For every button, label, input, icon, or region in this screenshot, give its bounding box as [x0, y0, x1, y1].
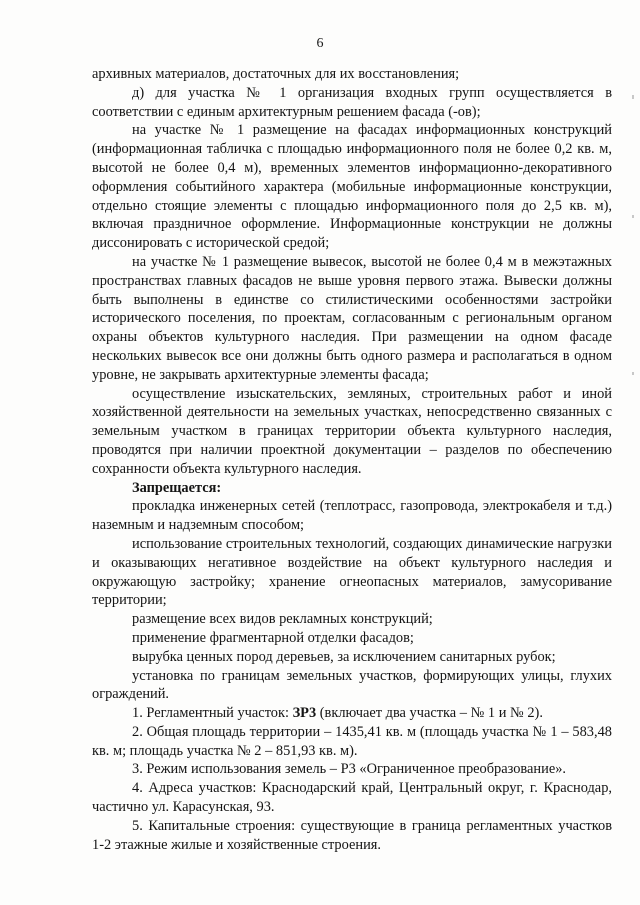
paragraph-archive: архивных материалов, достаточных для их восстановления; [92, 66, 460, 82]
numbered-item-2: 2. Общая площадь территории – 1435,41 кв. м (площадь участка № 1 – 583,48 кв. м; площадь участка № 2 – 851,93 кв. м). [92, 723, 612, 759]
numbered-item-1 [92, 704, 612, 723]
paragraph-entrance-groups: д) для участка № 1 организация входных групп осуществляется в соответствии с единым архитектурным решением фасада (-ов); [92, 84, 612, 120]
prohibited-item: прокладка инженерных сетей (теплотрасс, газопровода, электрокабеля и т.д.) наземным и надземным способом; [92, 498, 612, 534]
zone-code: ЗР3 [292, 705, 317, 722]
page-number: 6 [316, 36, 324, 51]
numbered-item-1-suffix: (включает два участка – № 1 и № 2). [316, 705, 543, 722]
document-body [92, 65, 612, 854]
prohibited-item: применение фрагментарной отделки фасадов; [132, 629, 414, 646]
scan-artifact [632, 372, 634, 375]
numbered-item-3: 3. Режим использования земель – Р3 «Ограниченное преобразование». [132, 761, 566, 778]
prohibited-heading: Запрещается: [132, 479, 222, 496]
scan-artifact [632, 215, 634, 218]
numbered-item-1-prefix: 1. Регламентный участок: [132, 705, 293, 722]
prohibited-item: установка по границам земельных участков, формирующих улицы, глухих ограждений. [92, 667, 612, 703]
prohibited-item: размещение всех видов рекламных конструкций; [132, 611, 433, 628]
prohibited-item: использование строительных технологий, создающих динамические нагрузки и оказывающих негативное воздействие на объект культурного наследия и окружающую застройку; хранение огнеопасных материалов, замусоривание территории; [92, 535, 612, 609]
paragraph-survey-works: осуществление изыскательских, земляных, строительных работ и иной хозяйственной деятельности на земельных участках, непосредственно связанных с земельным участком в границах территории объекта культурного наследия, проводятся при наличии проектной документации – разделов по обеспечению сохранности объекта культурного наследия. [92, 385, 612, 477]
scan-artifact [632, 95, 634, 99]
prohibited-item: вырубка ценных пород деревьев, за исключением санитарных рубок; [132, 648, 556, 665]
numbered-item-5: 5. Капитальные строения: существующие в граница регламентных участков 1-2 этажные жилые и хозяйственные строения. [92, 817, 612, 853]
paragraph-signboards: на участке № 1 размещение вывесок, высотой не более 0,4 м в межэтажных пространствах главных фасадов не выше уровня первого этажа. Вывески должны быть выполнены в единстве со стилистическими особенностями застройки исторического поселения, по проектам, согласованным с региональным органом охраны объектов культурного наследия. При размещении на одном фасаде нескольких вывесок все они должны быть одного размера и располагаться в одном уровне, не закрывать архитектурные элементы фасада; [92, 253, 612, 383]
paragraph-info-constructions: на участке № 1 размещение на фасадах информационных конструкций (информационная табличка с площадью информационного поля не более 0,2 кв. м, высотой не более 0,4 м), временных элементов информационно-декоративного оформления событийного характера (мобильные информационные конструкции, отдельно стоящие элементы с площадью информационного поля до 2,5 кв. м), включая праздничное оформление. Информационные конструкции не должны диссонировать с исторической средой; [92, 122, 612, 252]
numbered-item-4: 4. Адреса участков: Краснодарский край, Центральный округ, г. Краснодар, частично ул. Карасунская, 93. [92, 780, 612, 816]
